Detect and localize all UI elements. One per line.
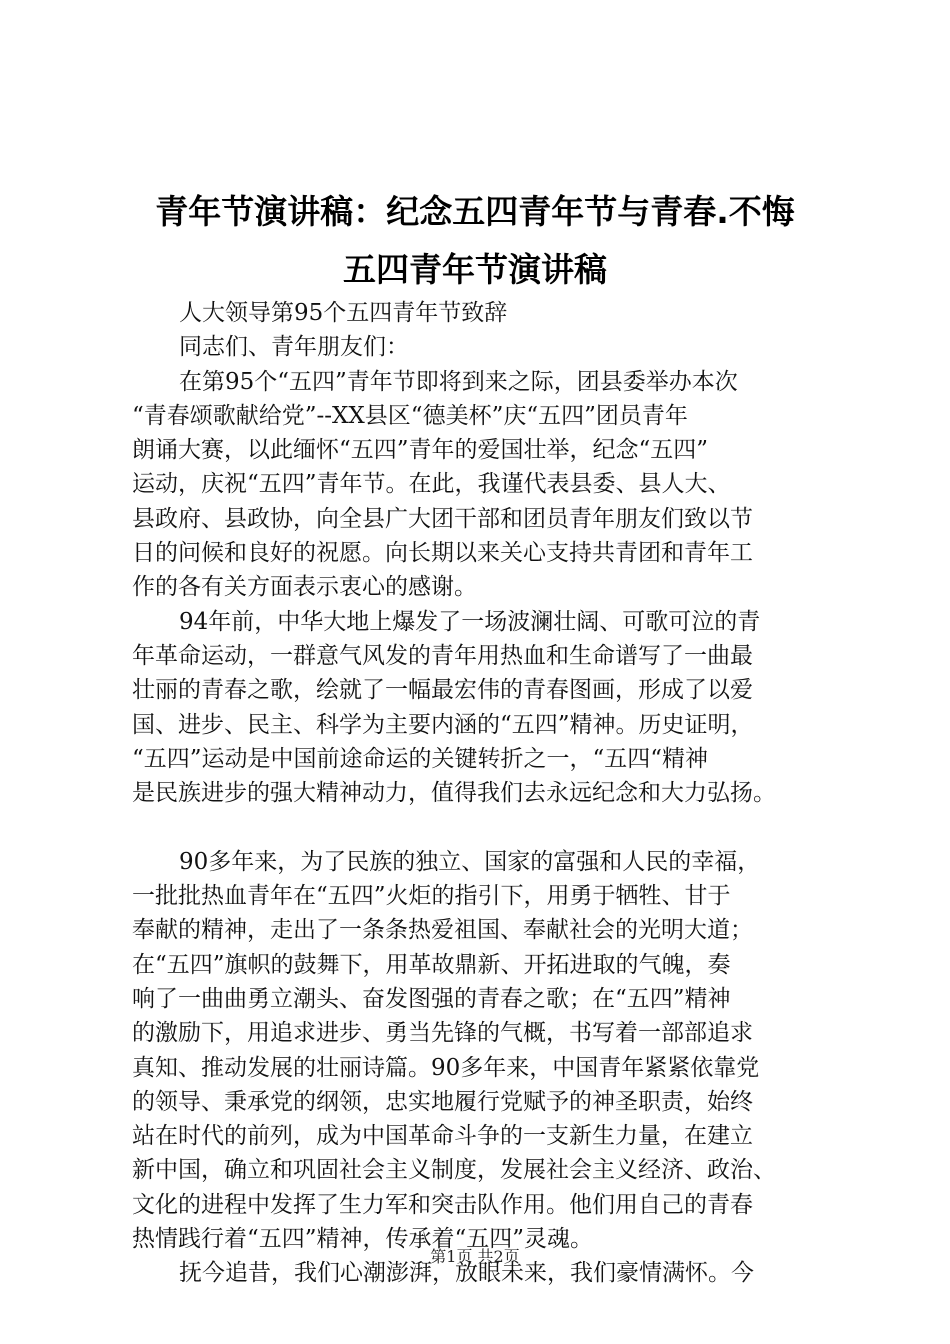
page-footer: 第1页 共2页 (430, 1247, 520, 1266)
text-line: 热情践行着“五四”精神，传承着“五四”灵魂。 (132, 1226, 594, 1253)
text-line: “青春颂歌献给党”--XX县区“德美杯”庆“五四”团员青年 (132, 402, 688, 429)
text-line: 运动，庆祝“五四”青年节。在此，我谨代表县委、县人大、 (132, 471, 731, 498)
text-line: 朗诵大赛，以此缅怀“五四”青年的爱国壮举，纪念“五四” (132, 437, 709, 464)
text-line: 作的各有关方面表示衷心的感谢。 (132, 574, 477, 601)
text-line: 是民族进步的强大精神动力，值得我们去永远纪念和大力弘扬。 (132, 780, 776, 807)
text-line: 一批批热血青年在“五四”火炬的指引下，用勇于牺牲、甘于 (132, 883, 731, 910)
text-line: 94年前，中华大地上爆发了一场波澜壮阔、可歌可泣的青 (179, 608, 761, 635)
text-line: 在“五四”旗帜的鼓舞下，用革故鼎新、开拓进取的气魄，奏 (132, 951, 731, 978)
title-line-1: 青年节演讲稿：纪念五四青年节与青春.不悔 (155, 192, 795, 231)
text-line: 国、进步、民主、科学为主要内涵的“五四”精神。历史证明， (132, 711, 754, 738)
text-line: 人大领导第95个五四青年节致辞 (179, 300, 508, 326)
text-line: 真知、推动发展的壮丽诗篇。90多年来，中国青年紧紧依靠党 (132, 1054, 760, 1081)
document-body (132, 296, 844, 1291)
text-line: 新中国，确立和巩固社会主义制度，发展社会主义经济、政治、 (132, 1157, 776, 1184)
text-line: 壮丽的青春之歌，绘就了一幅最宏伟的青春图画，形成了以爱 (132, 677, 753, 704)
text-line: 日的问候和良好的祝愿。向长期以来关心支持共青团和青年工 (132, 540, 753, 567)
text-line: 文化的进程中发挥了生力军和突击队作用。他们用自己的青春 (132, 1191, 753, 1218)
blank-line (132, 810, 844, 844)
text-line: 站在时代的前列，成为中国革命斗争的一支新生力量，在建立 (132, 1123, 753, 1150)
text-line: 县政府、县政协，向全县广大团干部和团员青年朋友们致以节 (132, 505, 753, 532)
text-line: 响了一曲曲勇立潮头、奋发图强的青春之歌；在“五四”精神 (132, 985, 731, 1012)
text-line: 的激励下，用追求进步、勇当先锋的气概，书写着一部部追求 (132, 1020, 753, 1047)
text-line: 同志们、青年朋友们： (179, 334, 409, 361)
text-line: “五四”运动是中国前途命运的关键转折之一，“五四“精神 (132, 745, 709, 772)
text-line: 奉献的精神，走出了一条条热爱祖国、奉献社会的光明大道； (132, 917, 753, 944)
text-line: 抚今追昔，我们心潮澎湃，放眼未来，我们豪情满怀。今 (179, 1260, 754, 1287)
text-line: 的领导、秉承党的纲领，忠实地履行党赋予的神圣职责，始终 (132, 1088, 753, 1115)
text-line: 年革命运动，一群意气风发的青年用热血和生命谱写了一曲最 (132, 642, 753, 669)
page-title (100, 183, 850, 299)
text-line: 90多年来，为了民族的独立、国家的富强和人民的幸福， (179, 848, 761, 875)
title-line-2: 五四青年节演讲稿 (343, 250, 607, 289)
text-line: 在第95个“五四”青年节即将到来之际，团县委举办本次 (179, 368, 738, 395)
